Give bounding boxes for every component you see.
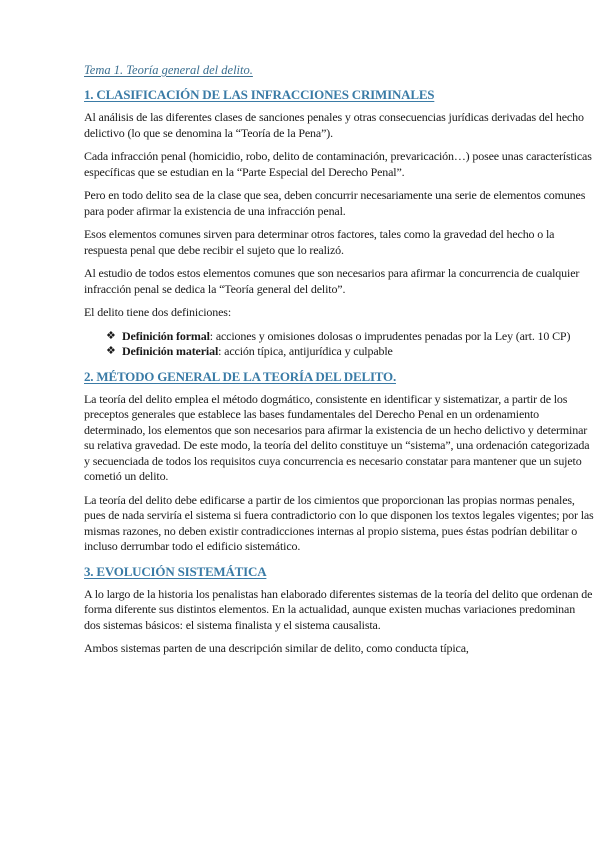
section-2-paragraph-2: La teoría del delito debe edificarse a partir de los cimientos que proporcionan las propias normas penales, pues de nada serviría el sistema si fuera contradictorio con lo que disponen los textos legales vigentes; por las mismas razones, no deben existir contradicciones internas al propio sistema, pues éstas podrían debilitar o incluso derrumbar todo el edificio sistemático. bbox=[84, 492, 594, 553]
document-page bbox=[84, 62, 594, 665]
definition-text: : acción típica, antijurídica y culpable bbox=[218, 344, 393, 358]
section-3-heading: 3. EVOLUCIÓN SISTEMÁTICA bbox=[84, 563, 267, 579]
section-1-paragraph-1: Al análisis de las diferentes clases de sanciones penales y otras consecuencias jurídicas derivadas del hecho delictivo (lo que se denomina la “Teoría de la Pena”). bbox=[84, 110, 584, 140]
section-3-paragraph-1: A lo largo de la historia los penalistas han elaborado diferentes sistemas de la teoría del delito que ordenan de forma diferente sus distintos elementos. En la actualidad, aunque existen muchas variaciones predominan dos sistemas básicos: el sistema finalista y el sistema causalista. bbox=[84, 586, 593, 632]
diamond-bullet-icon: ❖ bbox=[106, 329, 116, 342]
definition-term: Definición formal bbox=[122, 328, 210, 343]
definition-material bbox=[106, 344, 594, 360]
definition-formal bbox=[106, 329, 594, 345]
section-1-paragraph-6: El delito tiene dos definiciones: bbox=[84, 305, 232, 319]
definitions-list bbox=[84, 329, 594, 360]
definition-text: : acciones y omisiones dolosas o imprudentes penadas por la Ley (art. 10 CP) bbox=[209, 328, 571, 343]
section-2-paragraph-1: La teoría del delito emplea el método dogmático, consistente en identificar y sistematizar, a partir de los preceptos generales que establece las bases fundamentales del Derecho Penal en un ordenamiento determinado, los elementos que son necesarios para afirmar la existencia de un hecho delictivo y determinar su relativa gravedad. De este modo, la teoría del delito constituye un “sistema”, una ordenación categorizada y secuenciada de todos los requisitos cuya concurrencia es necesario constatar para mantener que un sujeto cometió un delito. bbox=[84, 391, 590, 483]
diamond-bullet-icon: ❖ bbox=[106, 345, 116, 357]
section-2-heading: 2. MÉTODO GENERAL DE LA TEORÍA DEL DELITO. bbox=[84, 368, 396, 384]
section-3-paragraph-2: Ambos sistemas parten de una descripción similar de delito, como conducta típica, bbox=[84, 641, 469, 655]
section-1-paragraph-3: Pero en todo delito sea de la clase que sea, deben concurrir necesariamente una serie de elementos comunes para poder afirmar la existencia de una infracción penal. bbox=[84, 188, 586, 218]
section-1-paragraph-4: Esos elementos comunes sirven para determinar otros factores, tales como la gravedad del hecho o la respuesta penal que debe recibir el sujeto que lo realizó. bbox=[84, 227, 555, 257]
section-1-paragraph-5: Al estudio de todos estos elementos comunes que son necesarios para afirmar la concurrencia de cualquier infracción penal se dedica la “Teoría general del delito”. bbox=[84, 266, 580, 296]
topic-title: Tema 1. Teoría general del delito. bbox=[84, 63, 253, 77]
definition-term: Definición material bbox=[122, 344, 219, 358]
section-1-paragraph-2: Cada infracción penal (homicidio, robo, delito de contaminación, prevaricación…) posee unas características específicas que se estudian en la “Parte Especial del Derecho Penal”. bbox=[84, 149, 592, 179]
section-1-heading: 1. CLASIFICACIÓN DE LAS INFRACCIONES CRIMINALES bbox=[84, 87, 435, 102]
